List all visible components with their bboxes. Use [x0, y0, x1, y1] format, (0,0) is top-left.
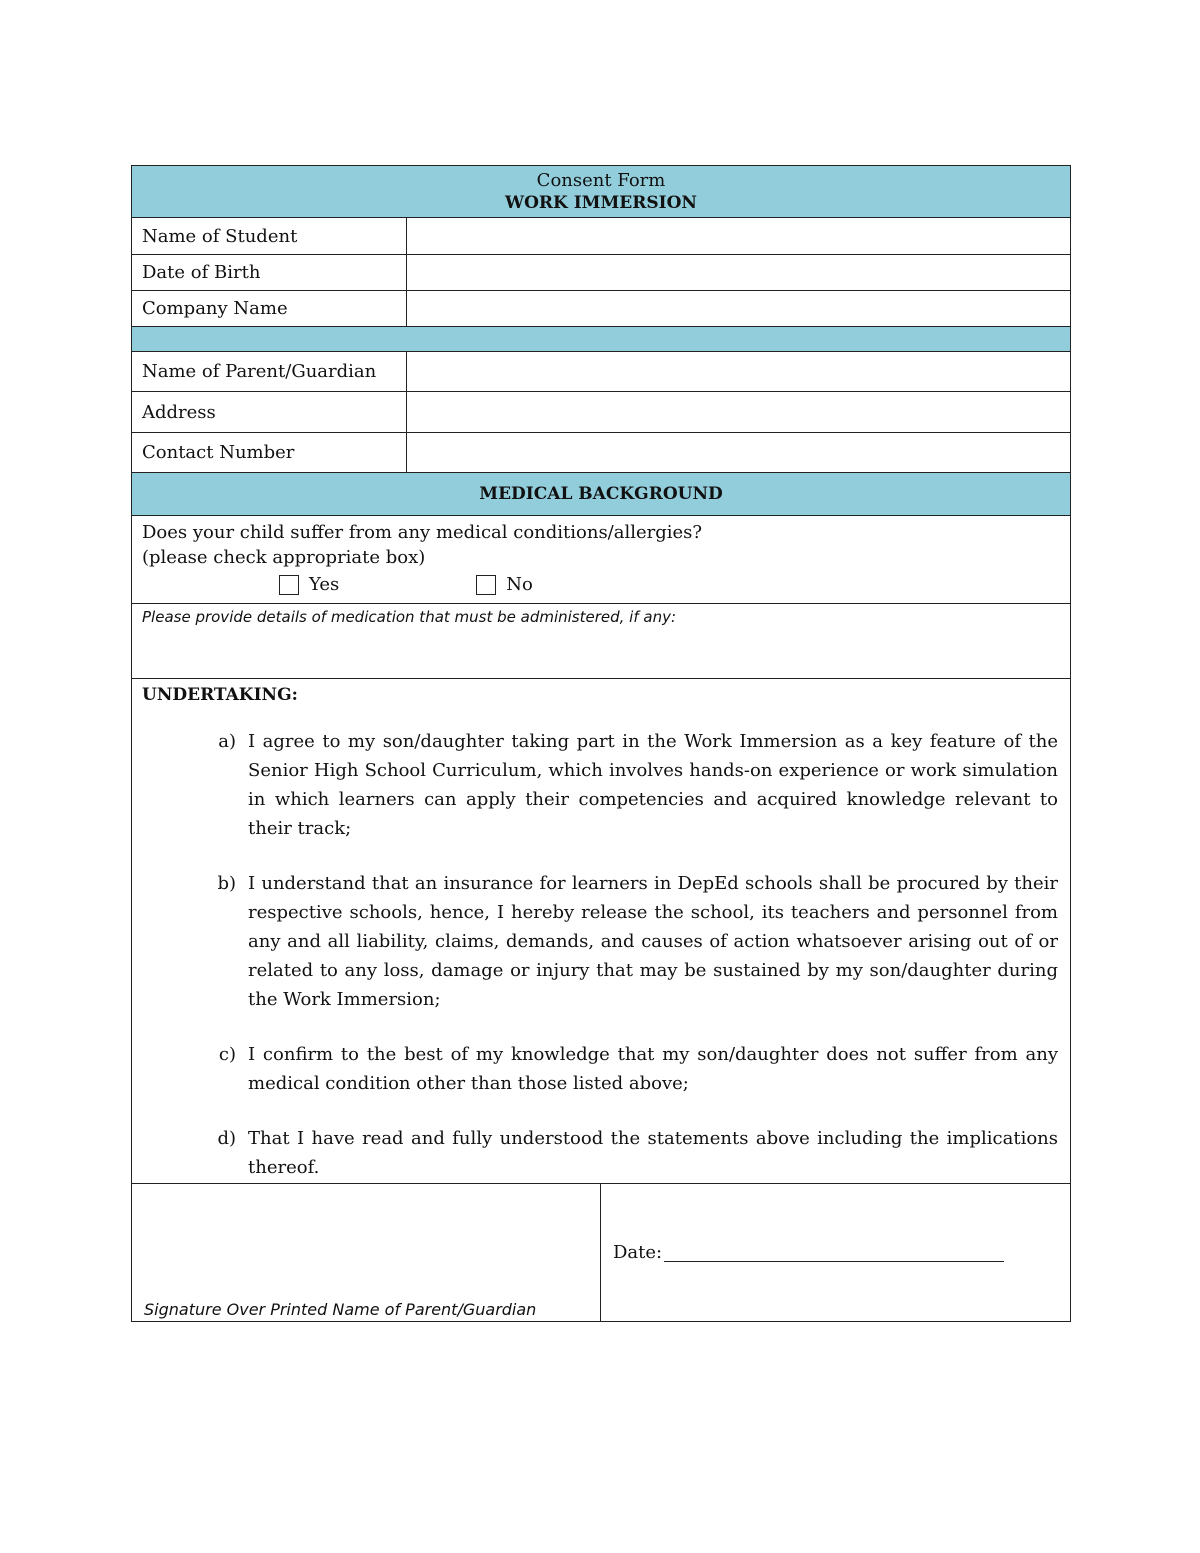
- yes-checkbox[interactable]: [279, 575, 299, 595]
- field-row-guardian-name: [132, 352, 1070, 392]
- list-item-letter: a): [218, 731, 236, 752]
- section-divider: [132, 327, 1070, 352]
- field-label: Company Name: [132, 291, 407, 326]
- no-checkbox[interactable]: [476, 575, 496, 595]
- field-label: Date of Birth: [132, 255, 407, 290]
- field-label: Name of Parent/Guardian: [132, 352, 407, 391]
- date-field[interactable]: [664, 1243, 1004, 1262]
- field-row-address: [132, 392, 1070, 433]
- field-row-date-of-birth: [132, 255, 1070, 291]
- field-label: Contact Number: [132, 433, 407, 472]
- list-item-letter: c): [218, 1044, 236, 1065]
- date-of-birth-field[interactable]: [407, 255, 1070, 290]
- medical-instruction-text: (please check appropriate box): [142, 547, 426, 568]
- option-no-label: No: [506, 574, 533, 595]
- field-label: Name of Student: [132, 218, 407, 254]
- medical-question-text: Does your child suffer from any medical conditions/allergies?: [142, 522, 703, 543]
- signature-label: Signature Over Printed Name of Parent/Guardian: [144, 1300, 537, 1319]
- option-yes-label: Yes: [309, 574, 340, 595]
- list-item: [142, 727, 1058, 843]
- list-item: [142, 869, 1058, 1014]
- list-item-text: I understand that an insurance for learners in DepEd schools shall be procured by their respective schools, hence, I hereby release the school, its teachers and personnel from any and all liability, claims, demands, and causes of action whatsoever arising out of or related to any loss, damage or injury that may be sustained by my son/daughter during the Work Immersion;: [248, 873, 1058, 1010]
- list-item-text: That I have read and fully understood the statements above including the implications thereof.: [248, 1128, 1058, 1178]
- medication-details-prompt: Please provide details of medication that must be administered, if any:: [142, 608, 677, 626]
- option-yes[interactable]: [279, 572, 339, 597]
- address-field[interactable]: [407, 392, 1070, 432]
- medical-question: [132, 516, 1070, 604]
- list-item: [142, 1124, 1058, 1182]
- contact-number-field[interactable]: [407, 433, 1070, 472]
- field-row-student-name: [132, 218, 1070, 255]
- form-title: Consent Form: [536, 169, 666, 191]
- medical-background-header: MEDICAL BACKGROUND: [132, 473, 1070, 516]
- date-area: [601, 1184, 1070, 1321]
- option-no[interactable]: [476, 572, 533, 597]
- list-item-letter: d): [217, 1128, 236, 1149]
- form-header: [132, 166, 1070, 218]
- medication-details[interactable]: [132, 604, 1070, 679]
- undertaking-title: UNDERTAKING:: [142, 685, 298, 705]
- signature-row: [132, 1184, 1070, 1321]
- consent-form: [131, 165, 1071, 1322]
- field-row-company-name: [132, 291, 1070, 327]
- student-name-field[interactable]: [407, 218, 1070, 254]
- field-row-contact-number: [132, 433, 1070, 473]
- undertaking-section: [132, 679, 1070, 1184]
- signature-area[interactable]: [132, 1184, 601, 1321]
- date-label: Date:: [613, 1242, 663, 1263]
- list-item-letter: b): [217, 873, 236, 894]
- list-item-text: I agree to my son/daughter taking part in the Work Immersion as a key feature of the Senior High School Curriculum, which involves hands-on experience or work simulation in which learners can apply their competencies and acquired knowledge relevant to their track;: [248, 731, 1058, 839]
- guardian-name-field[interactable]: [407, 352, 1070, 391]
- list-item: [142, 1040, 1058, 1098]
- medical-options: [142, 572, 1060, 597]
- field-label: Address: [132, 392, 407, 432]
- form-subtitle: WORK IMMERSION: [505, 192, 697, 213]
- list-item-text: I confirm to the best of my knowledge that my son/daughter does not suffer from any medical condition other than those listed above;: [248, 1044, 1058, 1094]
- company-name-field[interactable]: [407, 291, 1070, 326]
